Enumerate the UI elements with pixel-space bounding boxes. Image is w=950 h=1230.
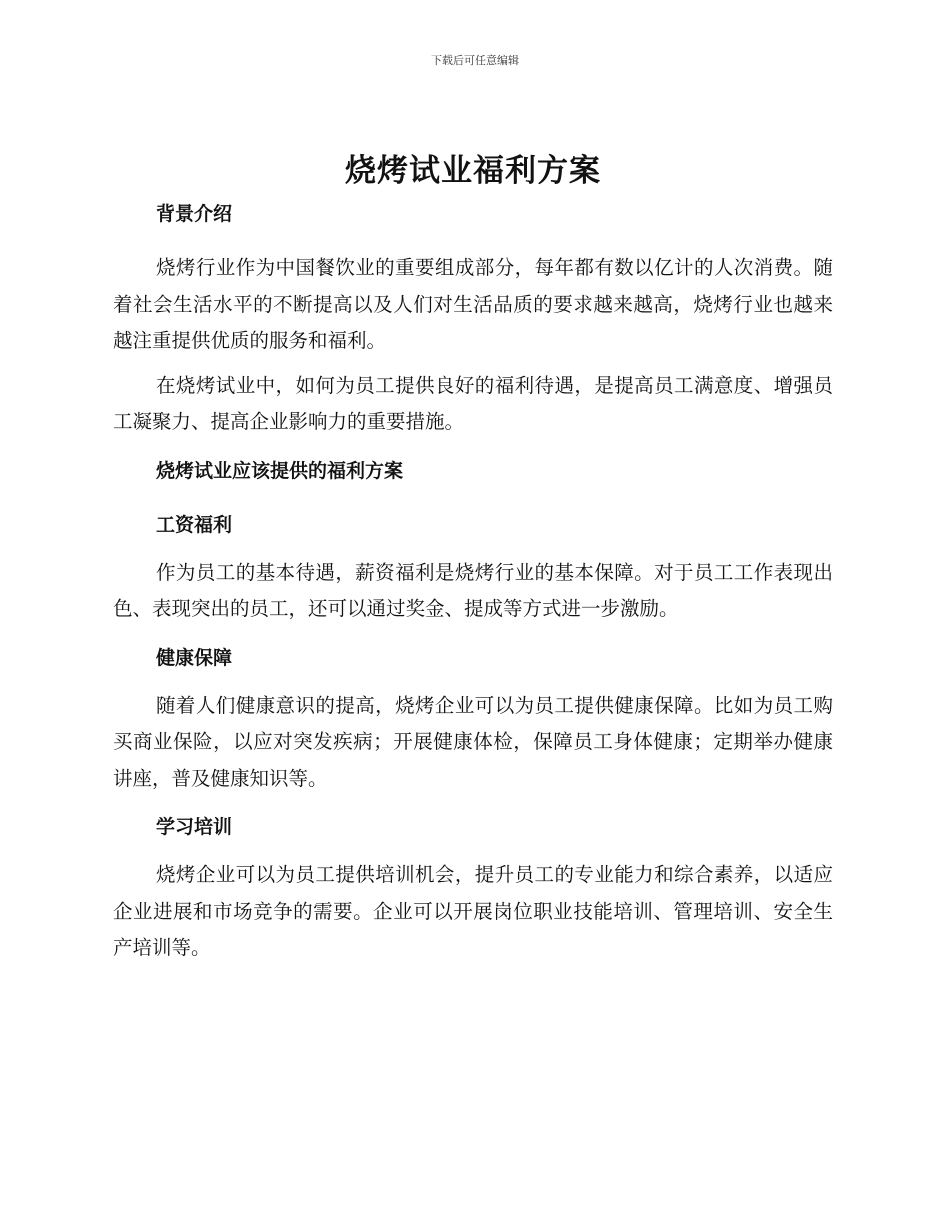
section-heading-scheme: 烧烤试业应该提供的福利方案 (156, 459, 404, 482)
section-heading-training: 学习培训 (156, 816, 233, 838)
paragraph-background-1: 烧烤行业作为中国餐饮业的重要组成部分，每年都有数以亿计的人次消费。随着社会生活水平的不断提高以及人们对生活品质的要求越来越高，烧烤行业也越来越注重提供优质的服务和福利。 (113, 256, 833, 352)
paragraph-background-2: 在烧烤试业中，如何为员工提供良好的福利待遇，是提高员工满意度、增强员工凝聚力、提高企业影响力的重要措施。 (113, 373, 833, 433)
section-heading-salary: 工资福利 (156, 513, 233, 536)
document-title: 烧烤试业福利方案 (345, 153, 601, 189)
paragraph-salary: 作为员工的基本待遇，薪资福利是烧烤行业的基本保障。对于员工工作表现出色、表现突出的员工，还可以通过奖金、提成等方式进一步激励。 (113, 560, 833, 620)
paragraph-training: 烧烤企业可以为员工提供培训机会，提升员工的专业能力和综合素养，以适应企业进展和市场竞争的需要。企业可以开展岗位职业技能培训、管理培训、安全生产培训等。 (113, 863, 833, 959)
document-body (113, 148, 833, 967)
paragraph-health: 随着人们健康意识的提高，烧烤企业可以为员工提供健康保障。比如为员工购买商业保险，以应对突发疾病；开展健康体检，保障员工身体健康；定期举办健康讲座，普及健康知识等。 (113, 693, 833, 790)
page-header: 下载后可任意编辑 (431, 54, 519, 67)
section-heading-background: 背景介绍 (156, 203, 233, 225)
section-heading-health: 健康保障 (156, 646, 233, 669)
